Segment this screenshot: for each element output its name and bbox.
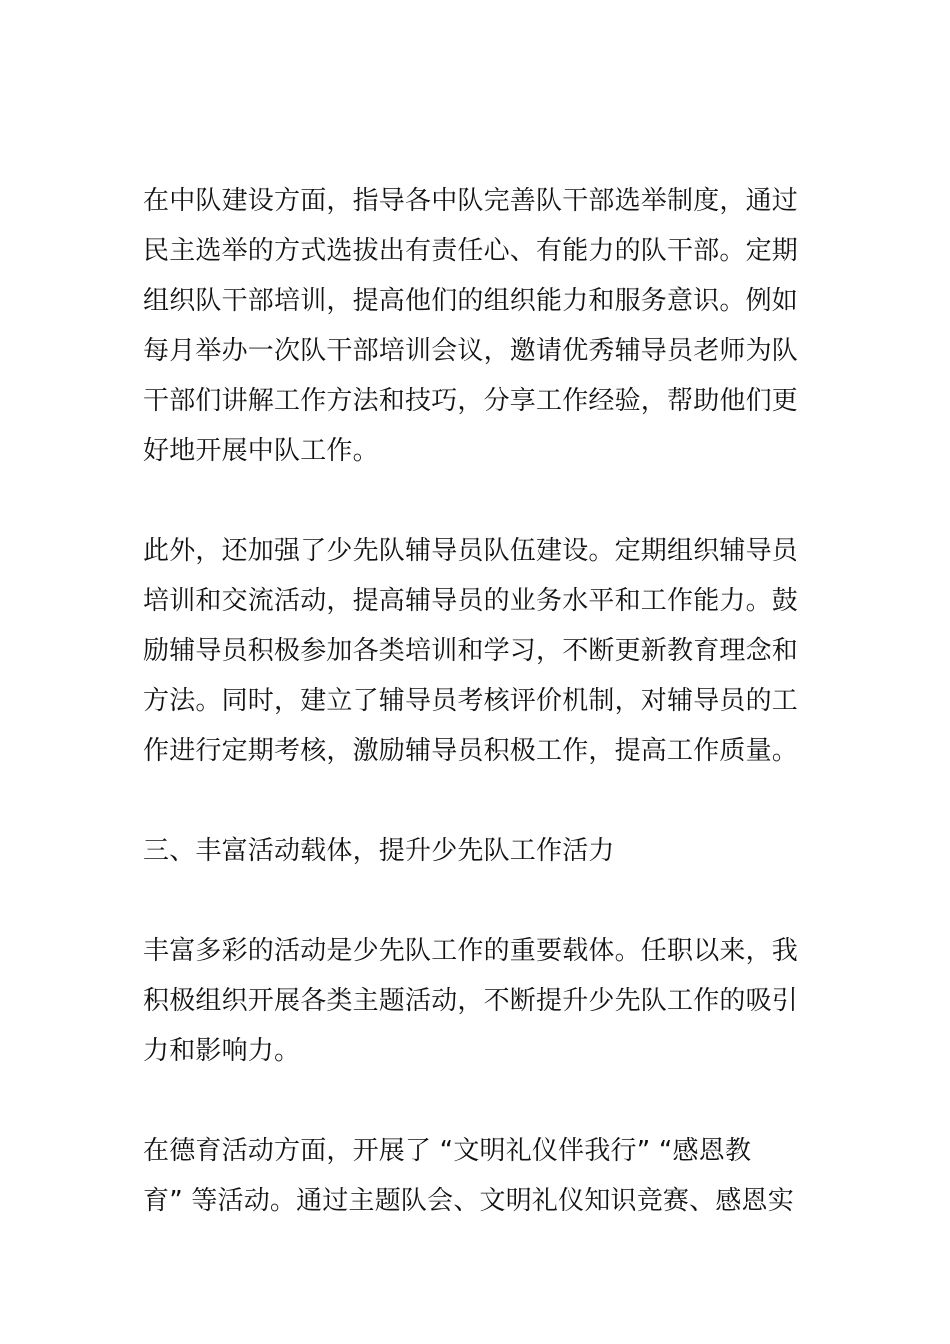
text-line: 组织队干部培训，提高他们的组织能力和服务意识。例如 bbox=[143, 286, 799, 316]
text-line: 积极组织开展各类主题活动，不断提升少先队工作的吸引 bbox=[143, 986, 799, 1016]
paragraph-gap bbox=[143, 776, 808, 826]
text-line: 作进行定期考核，激励辅导员积极工作，提高工作质量。 bbox=[143, 736, 799, 766]
paragraph-gap bbox=[143, 476, 808, 526]
paragraph-moral-education bbox=[143, 1126, 808, 1226]
text-line: 民主选举的方式选拔出有责任心、有能力的队干部。定期 bbox=[143, 236, 799, 266]
document-body bbox=[143, 176, 808, 1226]
section-heading bbox=[143, 826, 808, 876]
text-line: 育” 等活动。通过主题队会、文明礼仪知识竞赛、感恩实 bbox=[143, 1186, 794, 1216]
text-line: 在中队建设方面，指导各中队完善队干部选举制度，通过 bbox=[143, 186, 799, 216]
paragraph-activities-intro bbox=[143, 926, 808, 1076]
text-line: 每月举办一次队干部培训会议，邀请优秀辅导员老师为队 bbox=[143, 336, 799, 366]
text-line: 培训和交流活动，提高辅导员的业务水平和工作能力。鼓 bbox=[143, 586, 799, 616]
paragraph-gap bbox=[143, 1076, 808, 1126]
text-line: 在德育活动方面，开展了 “文明礼仪伴我行” “感恩教 bbox=[143, 1136, 752, 1166]
heading-line: 三、丰富活动载体，提升少先队工作活力 bbox=[143, 836, 615, 866]
paragraph-gap bbox=[143, 876, 808, 926]
text-line: 此外，还加强了少先队辅导员队伍建设。定期组织辅导员 bbox=[143, 536, 799, 566]
text-line: 方法。同时，建立了辅导员考核评价机制，对辅导员的工 bbox=[143, 686, 799, 716]
paragraph-squad-building bbox=[143, 176, 808, 476]
text-line: 好地开展中队工作。 bbox=[143, 436, 379, 466]
text-line: 干部们讲解工作方法和技巧，分享工作经验，帮助他们更 bbox=[143, 386, 799, 416]
text-line: 励辅导员积极参加各类培训和学习，不断更新教育理念和 bbox=[143, 636, 799, 666]
text-line: 力和影响力。 bbox=[143, 1036, 301, 1066]
paragraph-counselor-team bbox=[143, 526, 808, 776]
text-line: 丰富多彩的活动是少先队工作的重要载体。任职以来，我 bbox=[143, 936, 799, 966]
